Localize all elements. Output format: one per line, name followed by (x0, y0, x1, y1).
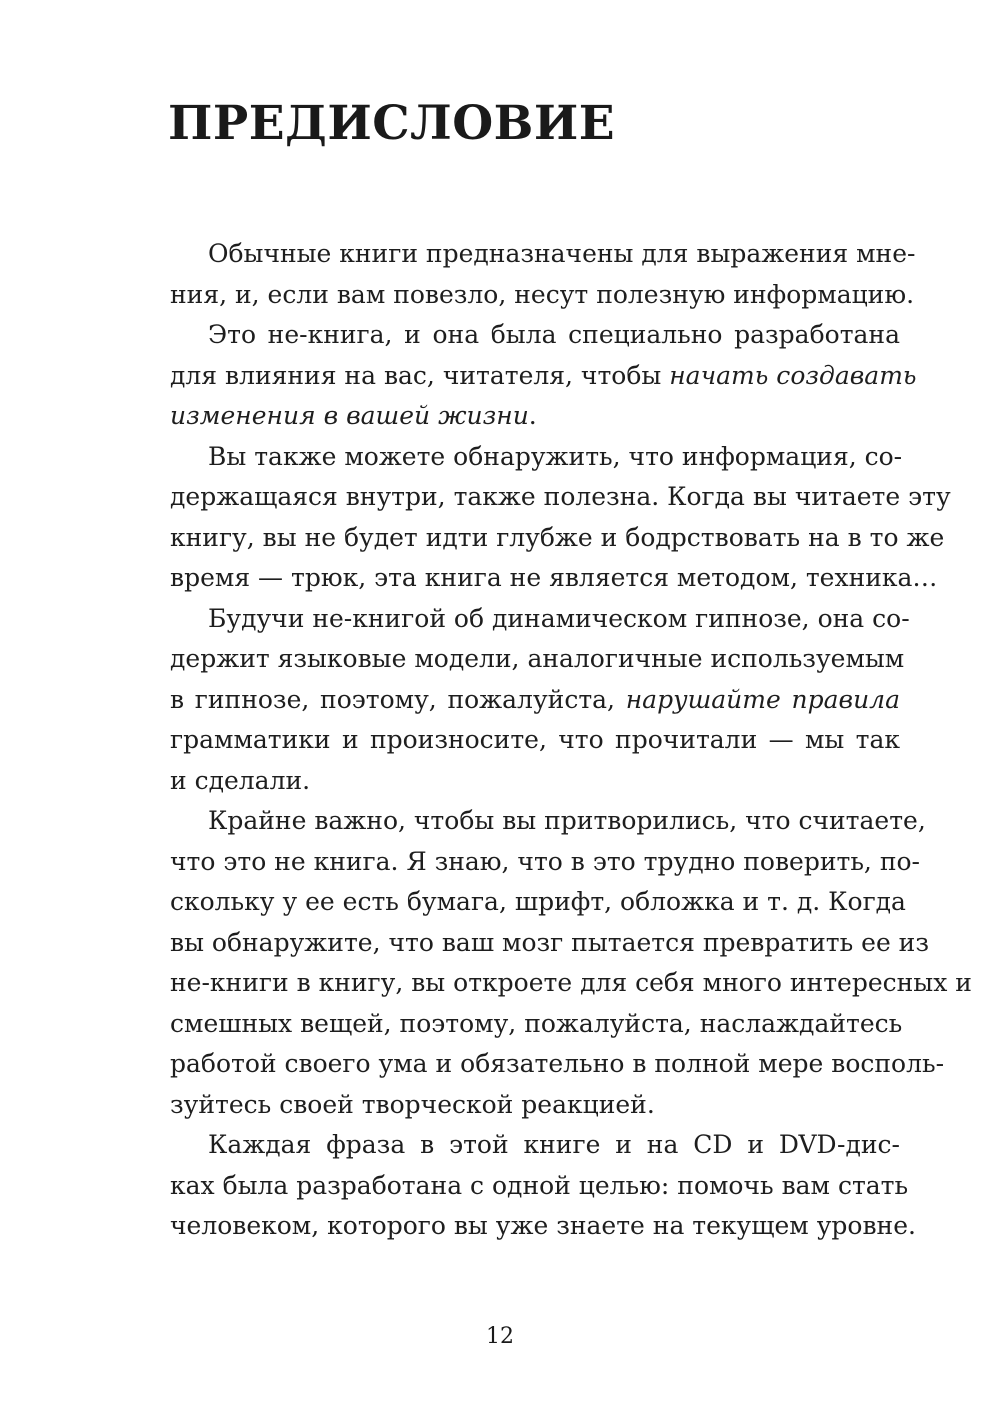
italic-text: нарушайте правила (625, 684, 900, 714)
text-line (170, 680, 900, 721)
text-span: вы обнаружите, что ваш мозг пытается превратить ее из (170, 927, 929, 957)
text-span: в гипнозе, поэтому, пожалуйста, (170, 684, 626, 714)
text-span: Будучи не-книгой об динамическом гипнозе, она со- (208, 603, 910, 633)
paragraph (170, 234, 916, 315)
text-span: смешных вещей, поэтому, пожалуйста, наслаждайтесь (170, 1008, 903, 1038)
text-span: и сделали. (170, 765, 311, 795)
text-span: ния, и, если вам повезло, несут полезную информацию. (170, 279, 915, 309)
text-span: что это не книга. Я знаю, что в это трудно поверить, по- (170, 846, 920, 876)
text-span: держащаяся внутри, также полезна. Когда вы читаете эту (170, 482, 951, 511)
text-line (170, 1085, 900, 1126)
text-line (170, 518, 945, 559)
text-span: не-книги в книгу, вы откроете для себя много интересных и (170, 968, 972, 997)
paragraph (170, 1125, 916, 1247)
text-span: книгу, вы не будет идти глубже и бодрствовать на в то же (170, 522, 945, 552)
text-span: зуйтесь своей творческой реакцией. (170, 1089, 655, 1119)
paragraph (170, 801, 972, 1125)
text-span: Вы также можете обнаружить, что информация, со- (208, 441, 903, 471)
text-line (170, 801, 926, 842)
text-line (170, 477, 951, 518)
text-line (170, 275, 915, 316)
text-span: ках была разработана с одной целью: помочь вам стать (170, 1170, 909, 1200)
text-span: держит языковые модели, аналогичные используемым (170, 644, 905, 673)
text-span: грамматики и произносите, что прочитали — мы так (170, 725, 900, 754)
text-span: человеком, которого вы уже знаете на текущем уровне. (170, 1211, 916, 1240)
italic-text: начать создавать (669, 360, 917, 390)
text-line (170, 1044, 945, 1085)
text-line (170, 720, 900, 761)
text-line (170, 315, 900, 356)
text-span: Обычные книги предназначены для выражения мне- (208, 239, 916, 268)
page-title: ПРЕДИСЛОВИЕ (168, 96, 616, 151)
paragraph (170, 437, 951, 599)
paragraph (170, 599, 910, 802)
text-line (170, 1166, 909, 1207)
text-line (170, 842, 920, 883)
text-line (170, 639, 905, 680)
text-span: Это не-книга, и она была специально разработана (208, 320, 900, 349)
text-span: работой своего ума и обязательно в полной мере восполь- (170, 1049, 945, 1078)
text-line (170, 356, 917, 397)
text-line (170, 761, 900, 802)
text-line (170, 558, 938, 599)
text-line (170, 1206, 916, 1247)
text-line (170, 234, 916, 275)
text-line (170, 923, 929, 964)
text-line (170, 437, 903, 478)
text-span: . (528, 401, 537, 430)
paragraph (170, 315, 917, 437)
text-span: скольку у ее есть бумага, шрифт, обложка и т. д. Когда (170, 887, 906, 916)
page-number: 12 (486, 1324, 514, 1349)
body-text (170, 234, 972, 1247)
text-span: Каждая фраза в этой книге и на CD и DVD-дис- (208, 1130, 900, 1159)
text-span: Крайне важно, чтобы вы притворились, что считаете, (208, 806, 926, 835)
text-line (170, 1004, 903, 1045)
text-line (170, 396, 900, 437)
text-line (170, 882, 906, 923)
text-line (170, 599, 910, 640)
text-span: время — трюк, эта книга не является методом, техника… (170, 563, 938, 592)
text-line (170, 963, 972, 1004)
italic-text: изменения в вашей жизни (170, 401, 529, 430)
text-line (170, 1125, 900, 1166)
text-span: для влияния на вас, читателя, чтобы (170, 360, 670, 390)
